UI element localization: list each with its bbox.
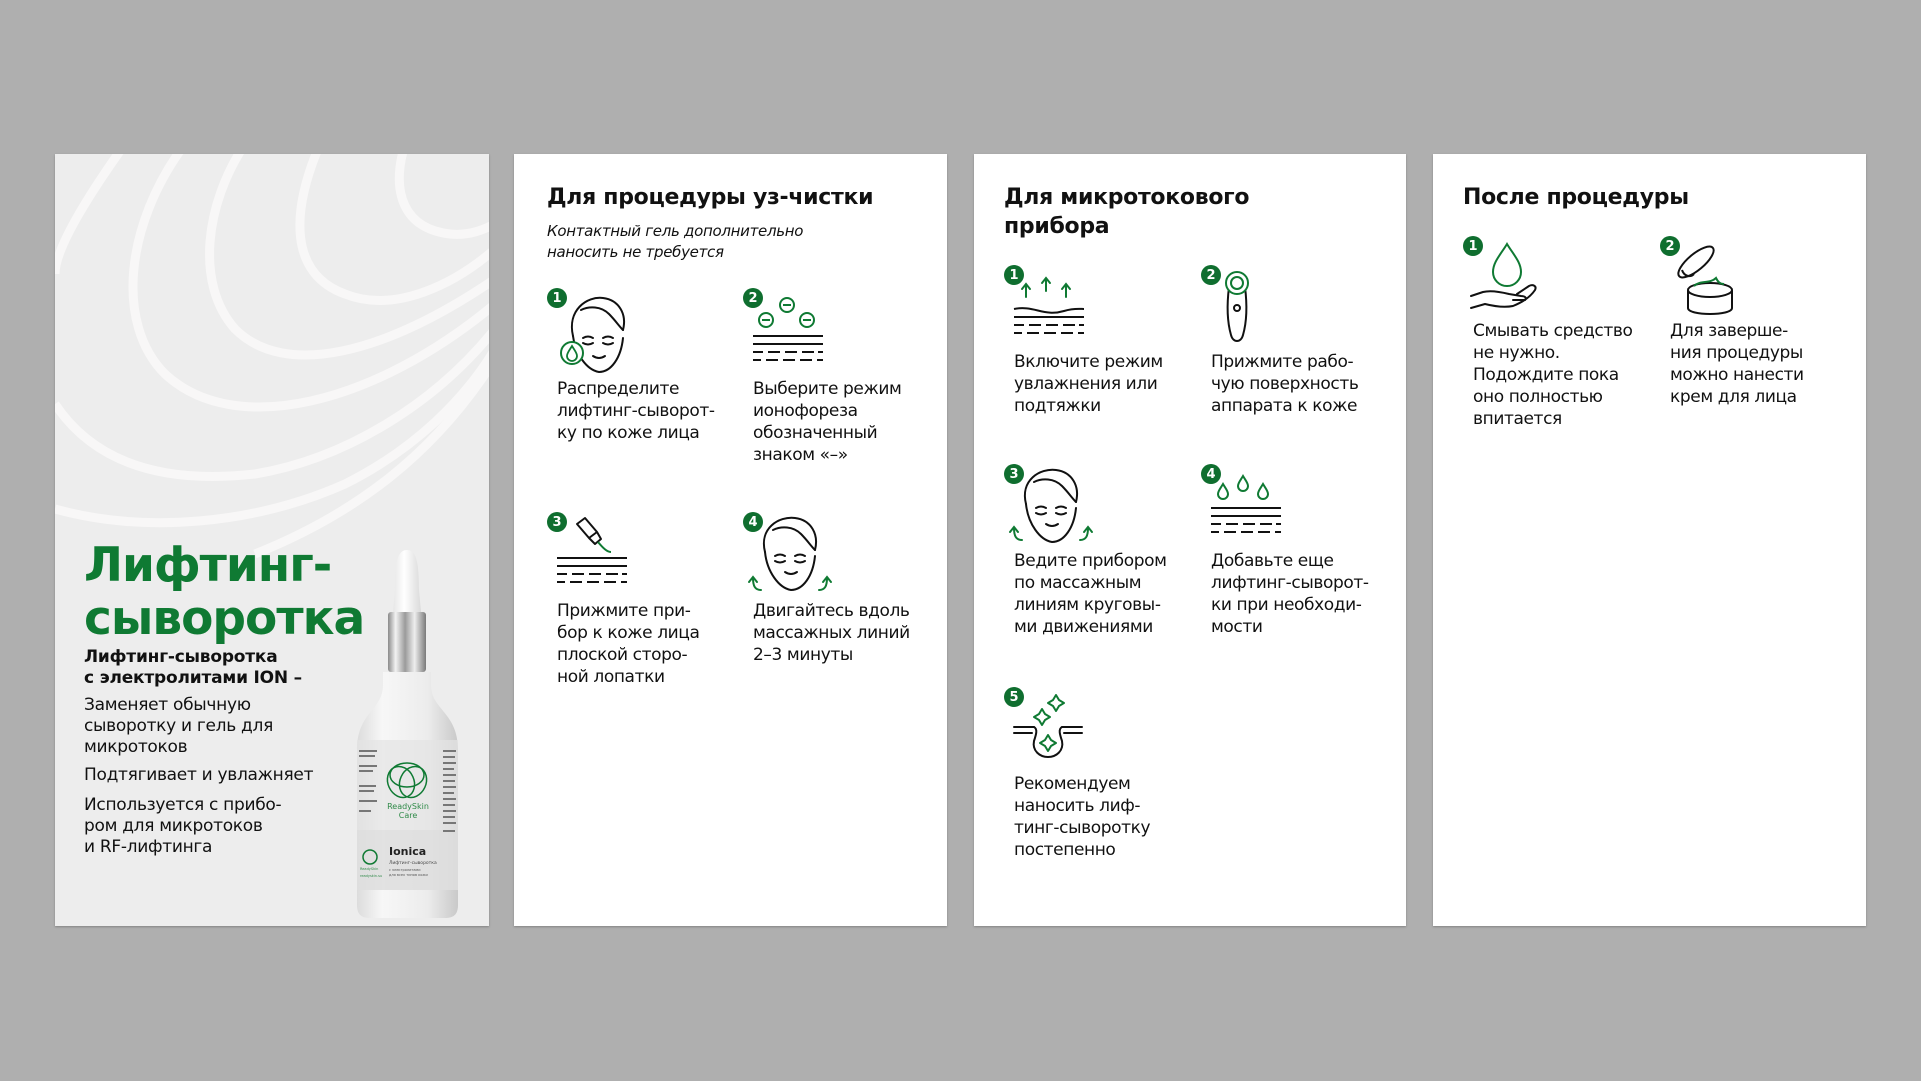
step-text: Смывать средство не нужно. Подождите пока оно полностью впитается: [1473, 321, 1633, 429]
step-number-badge: 3: [547, 512, 567, 532]
step-text: Для заверше- ния процедуры можно нанести крем для лица: [1670, 321, 1804, 407]
step-item: [547, 512, 727, 752]
step-number-badge: 1: [1463, 236, 1483, 256]
step-number-badge: 2: [1660, 236, 1680, 256]
bottle-brand: ReadySkin Care: [387, 802, 429, 820]
bottle-product-type: Лифтинг-сыворотка: [389, 861, 437, 866]
step-number-badge: 4: [743, 512, 763, 532]
step-item: [743, 288, 923, 528]
section-title: После процедуры: [1463, 185, 1689, 210]
hero-feature: Заменяет обычную сыворотку и гель для микротоков: [84, 695, 273, 757]
section-note: Контактный гель дополнительно наносить не требуется: [547, 222, 804, 261]
product-bottle: [345, 550, 470, 920]
step-item: [1004, 464, 1184, 704]
step-text: Включите режим увлажнения или подтяжки: [1014, 352, 1163, 416]
hero-subtitle: Лифтинг-сыворотка с электролитами ION –: [84, 647, 302, 688]
step-item: [547, 288, 727, 528]
microcurrent-panel: [974, 154, 1406, 926]
hero-title: Лифтинг- сыворотка: [84, 538, 365, 646]
step-text: Прижмите рабо- чую поверхность аппарата к коже: [1211, 352, 1359, 416]
step-text: Ведите прибором по массажным линиям круговы- ми движениями: [1014, 551, 1167, 637]
bottle-small-brand: ReadySkin: [360, 867, 379, 871]
hero-panel: [55, 154, 489, 926]
step-text: Двигайтесь вдоль массажных линий 2–3 минуты: [753, 601, 910, 665]
step-number-badge: 1: [547, 288, 567, 308]
step-item: [1660, 236, 1840, 476]
bottle-site: readyskin.su: [360, 874, 383, 878]
step-item: [1004, 687, 1184, 926]
step-text: Добавьте еще лифтинг-сыворот- ки при необходи- мости: [1211, 551, 1369, 637]
step-text: Распределите лифтинг-сыворот- ку по коже лица: [557, 379, 715, 443]
step-text: Прижмите при- бор к коже лица плоской сторо- ной лопатки: [557, 601, 700, 687]
section-title: Для процедуры уз-чистки: [547, 185, 874, 210]
step-item: [743, 512, 923, 752]
ultrasonic-panel: [514, 154, 947, 926]
step-number-badge: 4: [1201, 464, 1221, 484]
bottle-product-desc: с электролитами для всех типов кожи: [389, 868, 428, 877]
step-item: [1463, 236, 1643, 476]
step-item: [1201, 464, 1381, 704]
bottle-product-name: Ionica: [389, 845, 427, 858]
step-number-badge: 2: [743, 288, 763, 308]
hero-feature: Подтягивает и увлажняет: [84, 765, 314, 785]
step-number-badge: 1: [1004, 265, 1024, 285]
step-number-badge: 5: [1004, 687, 1024, 707]
after-procedure-panel: [1433, 154, 1866, 926]
step-number-badge: 2: [1201, 265, 1221, 285]
hero-feature: Используется с прибо- ром для микротоков и RF-лифтинга: [84, 795, 282, 857]
step-text: Выберите режим ионофореза обозначенный знаком «–»: [753, 379, 902, 465]
section-title: Для микротокового прибора: [1004, 185, 1250, 239]
step-text: Рекомендуем наносить лиф- тинг-сыворотку постепенно: [1014, 774, 1151, 860]
step-number-badge: 3: [1004, 464, 1024, 484]
